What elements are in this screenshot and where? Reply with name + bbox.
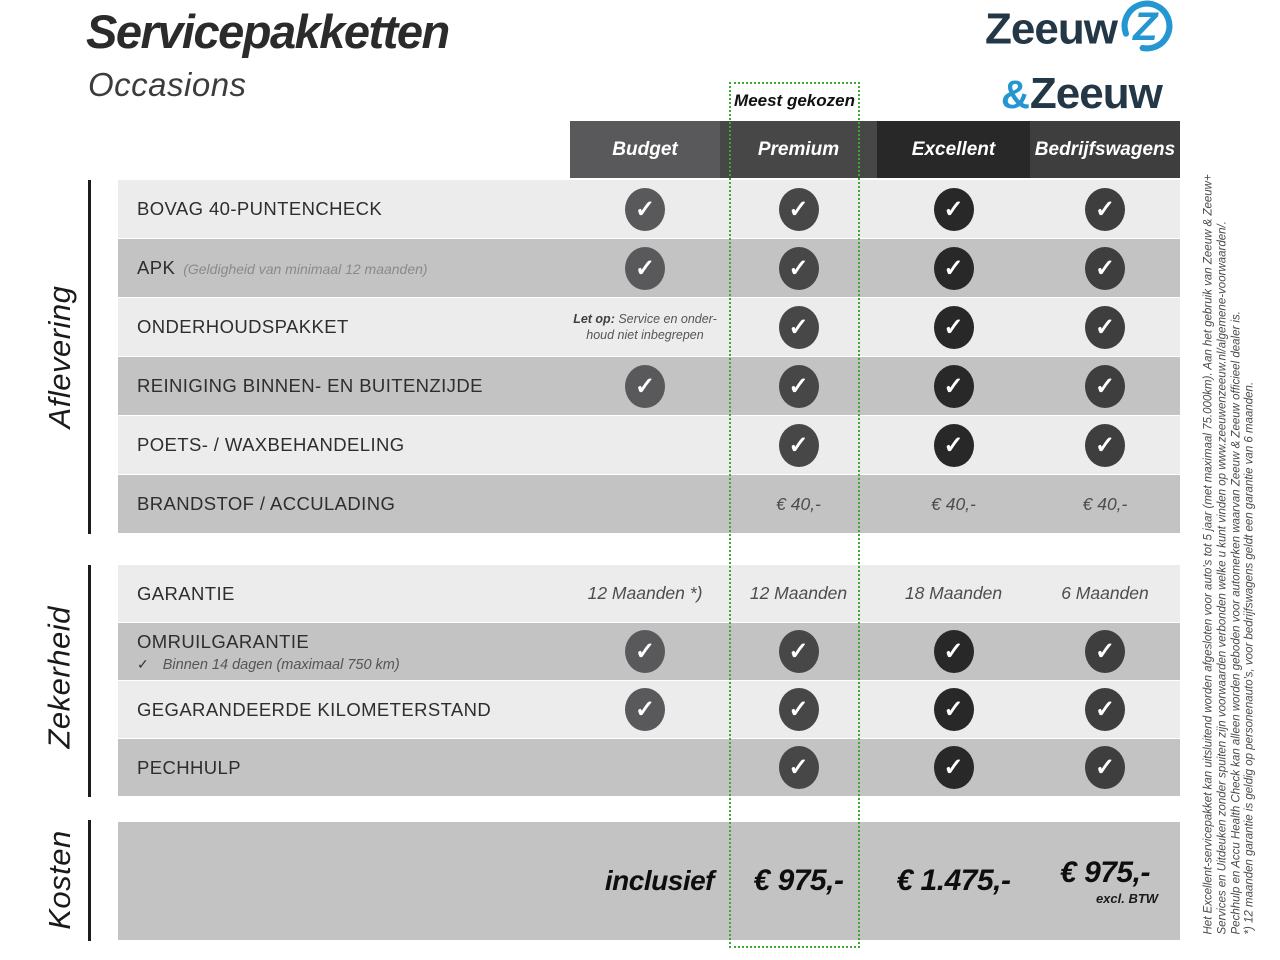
row-label	[137, 416, 405, 474]
cell-bedrijfswagens	[1030, 565, 1180, 622]
table-row-kilometerstand	[118, 681, 1180, 738]
check-icon: ✓	[934, 630, 974, 673]
row-label	[137, 239, 428, 297]
row-label	[137, 623, 400, 680]
cell-bedrijfswagens	[1030, 475, 1180, 533]
cell-premium	[720, 180, 877, 238]
row-label-text: OMRUILGARANTIE	[137, 630, 310, 652]
cell-bedrijfswagens	[1030, 180, 1180, 238]
section-label-kosten: Kosten	[42, 830, 77, 930]
cell-premium	[720, 681, 877, 738]
check-icon: ✓	[1085, 247, 1125, 290]
table-row-omruilgarantie	[118, 623, 1180, 680]
check-icon: ✓	[625, 188, 665, 231]
row-label	[137, 180, 382, 238]
cell-premium	[720, 298, 877, 356]
row-label-text: ONDERHOUDSPAKKET	[137, 316, 349, 337]
cell-premium	[720, 416, 877, 474]
row-label-text: GEGARANDEERDE KILOMETERSTAND	[137, 698, 492, 720]
cell-bedrijfswagens	[1030, 739, 1180, 796]
cell-budget	[570, 180, 720, 238]
cell-value: 12 Maanden *)	[587, 583, 703, 603]
cell-premium	[720, 239, 877, 297]
check-icon: ✓	[1085, 746, 1125, 789]
cell-value: € 40,-	[1082, 493, 1128, 514]
disclaimer-line: *) 12 maanden garantie is geldig op personenauto's, voor bedrijfswagens geldt een garantie van 6 maanden.	[1243, 381, 1256, 935]
cell-value: 6 Maanden	[1061, 583, 1149, 603]
check-icon: ✓	[779, 188, 819, 231]
table-row-garantie	[118, 565, 1180, 622]
check-icon: ✓	[1085, 365, 1125, 408]
price-value: € 975,-	[753, 864, 844, 897]
check-icon: ✓	[779, 630, 819, 673]
cell-excellent	[877, 822, 1030, 940]
price-value: € 975,-	[1060, 856, 1150, 889]
row-label	[137, 565, 235, 622]
disclaimer-line: Services en Uitdeuken zonder spuiten zijn voorwaarden verbonden welke u kunt vinden op www.zeeuwenzeeuw.nl/algemene-voorwaarden/.	[1216, 221, 1229, 935]
check-icon: ✓	[779, 306, 819, 349]
cell-bedrijfswagens	[1030, 357, 1180, 415]
cell-bedrijfswagens	[1030, 623, 1180, 680]
check-icon: ✓	[1085, 630, 1125, 673]
table-row-onderhoudspakket	[118, 298, 1180, 356]
row-label-text: POETS- / WAXBEHANDELING	[137, 434, 405, 455]
logo-word: Zeeuw	[985, 4, 1117, 54]
check-icon: ✓	[934, 247, 974, 290]
table-section-kosten	[118, 822, 1180, 941]
logo-line-2	[1001, 71, 1175, 127]
row-label-note: (Geldigheid van minimaal 12 maanden)	[183, 261, 428, 277]
check-icon: ✓	[779, 365, 819, 408]
row-label	[137, 739, 241, 796]
logo-word: Zeeuw	[1029, 69, 1162, 118]
cell-excellent	[877, 180, 1030, 238]
column-header-excellent: Excellent	[877, 121, 1030, 178]
column-header-bedrijfswagens: Bedrijfswagens	[1030, 121, 1180, 178]
cell-premium	[720, 623, 877, 680]
table-row-reiniging	[118, 357, 1180, 415]
section-label-aflevering: Aflevering	[42, 285, 77, 429]
row-label-text	[137, 257, 428, 279]
cell-budget	[570, 739, 720, 796]
cell-budget	[570, 475, 720, 533]
cell-excellent	[877, 298, 1030, 356]
cell-value: € 40,-	[931, 493, 976, 514]
cell-budget	[570, 357, 720, 415]
section-divider-zekerheid	[88, 565, 91, 797]
z-swoosh-icon	[1119, 0, 1175, 73]
cell-value: € 40,-	[776, 493, 821, 514]
fine-print-disclaimer	[1202, 110, 1256, 935]
cell-budget	[570, 565, 720, 622]
check-icon: ✓	[934, 424, 974, 467]
table-row-pechhulp	[118, 739, 1180, 796]
row-label-text: REINIGING BINNEN- EN BUITENZIJDE	[137, 375, 483, 396]
table-section-aflevering	[118, 180, 1180, 534]
price-value: inclusief	[604, 865, 714, 896]
cell-excellent	[877, 416, 1030, 474]
cell-budget	[570, 822, 720, 940]
check-icon: ✓	[1085, 424, 1125, 467]
check-icon: ✓	[625, 630, 665, 673]
check-icon: ✓	[934, 306, 974, 349]
cell-excellent	[877, 623, 1030, 680]
cell-budget	[570, 623, 720, 680]
cell-premium	[720, 357, 877, 415]
cell-bedrijfswagens	[1030, 239, 1180, 297]
check-icon: ✓	[779, 746, 819, 789]
check-icon: ✓	[934, 746, 974, 789]
cell-bedrijfswagens	[1030, 416, 1180, 474]
cell-bedrijfswagens	[1030, 298, 1180, 356]
table-row-kosten	[118, 822, 1180, 940]
table-section-zekerheid	[118, 565, 1180, 797]
table-row-apk	[118, 239, 1180, 297]
disclaimer-line: Het Excellent-servicepakket kan uitsluitend worden afgesloten voor auto's tot 5 jaar (met maximaal 75.000km). Aan het gebruik van Zeeuw & Zeeuw+	[1202, 174, 1215, 935]
check-icon: ✓	[779, 247, 819, 290]
svg-text:Z: Z	[1132, 4, 1158, 49]
cell-budget	[570, 298, 720, 356]
table-row-bovag	[118, 180, 1180, 238]
page-subtitle: Occasions	[88, 66, 247, 103]
small-check-icon: ✓	[137, 655, 149, 672]
table-row-brandstof	[118, 475, 1180, 533]
check-icon: ✓	[779, 688, 819, 731]
check-icon: ✓	[1085, 688, 1125, 731]
cell-value: 12 Maanden	[749, 583, 848, 603]
cell-budget	[570, 681, 720, 738]
cell-premium	[720, 565, 877, 622]
logo-ampersand: &	[1001, 73, 1030, 117]
check-icon: ✓	[779, 424, 819, 467]
row-label	[137, 475, 395, 533]
check-icon: ✓	[934, 188, 974, 231]
cell-note: Let op: Service en onder- houd niet inbegrepen	[573, 311, 717, 342]
cell-premium	[720, 822, 877, 940]
check-icon: ✓	[625, 247, 665, 290]
page-title: Servicepakketten	[86, 5, 449, 58]
check-icon: ✓	[625, 365, 665, 408]
cell-excellent	[877, 239, 1030, 297]
row-label-text: BRANDSTOF / ACCULADING	[137, 493, 396, 514]
check-icon: ✓	[934, 688, 974, 731]
section-divider-kosten	[88, 820, 91, 941]
logo-line-1	[985, 6, 1175, 73]
cell-excellent	[877, 357, 1030, 415]
check-icon: ✓	[625, 688, 665, 731]
cell-premium	[720, 475, 877, 533]
row-label	[137, 298, 349, 356]
row-label	[137, 357, 483, 415]
section-divider-aflevering	[88, 180, 91, 534]
price-subnote: excl. BTW	[1095, 891, 1159, 906]
column-header-budget: Budget	[570, 121, 720, 178]
row-sub-note-text: Binnen 14 dagen (maximaal 750 km)	[162, 656, 400, 673]
section-label-zekerheid: Zekerheid	[41, 606, 77, 749]
cell-bedrijfswagens	[1030, 681, 1180, 738]
column-header-premium: Premium	[720, 121, 877, 178]
cell-budget	[570, 239, 720, 297]
row-label-text: GARANTIE	[137, 582, 235, 604]
zeeuw-zeeuw-logo	[985, 6, 1175, 127]
row-label	[137, 681, 491, 738]
cell-excellent	[877, 681, 1030, 738]
cell-bedrijfswagens	[1030, 822, 1180, 940]
row-label-text: PECHHULP	[137, 756, 241, 778]
cell-value: 18 Maanden	[904, 583, 1003, 603]
table-row-poets-wax	[118, 416, 1180, 474]
most-chosen-label: Meest gekozen	[734, 91, 855, 110]
row-sub-note	[137, 656, 400, 673]
check-icon: ✓	[1085, 306, 1125, 349]
price-value: € 1.475,-	[896, 864, 1011, 897]
row-label-main: APK	[137, 257, 176, 278]
cell-excellent	[877, 565, 1030, 622]
cell-premium	[720, 739, 877, 796]
check-icon: ✓	[1085, 188, 1125, 231]
check-icon: ✓	[934, 365, 974, 408]
row-label-text: BOVAG 40-PUNTENCHECK	[137, 198, 383, 219]
cell-excellent	[877, 739, 1030, 796]
cell-budget	[570, 416, 720, 474]
disclaimer-line: Pechhulp en Accu Health Check kan alleen worden geboden voor automerken waarvan Zeeuw & Zeeuw officieel dealer is.	[1230, 311, 1243, 935]
cell-excellent	[877, 475, 1030, 533]
